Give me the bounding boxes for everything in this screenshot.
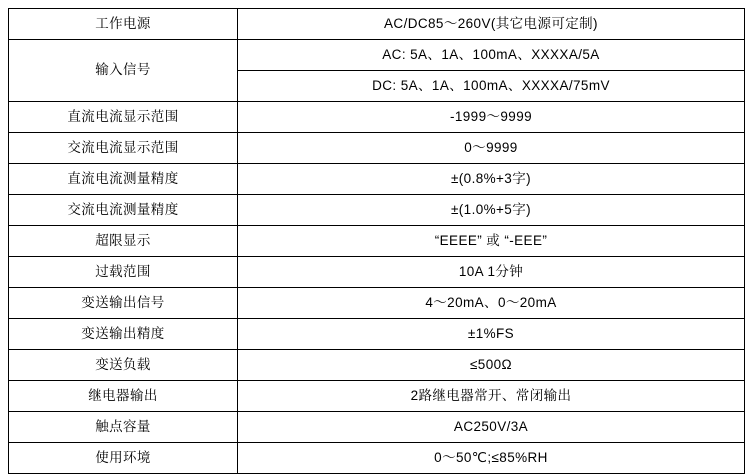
row-value: DC: 5A、1A、100mA、XXXXA/75mV: [238, 71, 745, 102]
row-label: 直流电流显示范围: [9, 102, 238, 133]
row-value: -1999～9999: [238, 102, 745, 133]
row-value: AC250V/3A: [238, 412, 745, 443]
table-row: [9, 288, 745, 319]
row-label: 直流电流测量精度: [9, 164, 238, 195]
specification-table: [8, 8, 745, 474]
table-row: [9, 133, 745, 164]
table-row: [9, 257, 745, 288]
row-label: 超限显示: [9, 226, 238, 257]
row-value: AC: 5A、1A、100mA、XXXXA/5A: [238, 40, 745, 71]
row-label: 过载范围: [9, 257, 238, 288]
table-row: [9, 102, 745, 133]
table-row: [9, 226, 745, 257]
table-row: [9, 412, 745, 443]
row-value: 0～50℃;≤85%RH: [238, 443, 745, 474]
row-label: 触点容量: [9, 412, 238, 443]
row-value: “EEEE” 或 “-EEE”: [238, 226, 745, 257]
table-row: [9, 9, 745, 40]
row-value: 4～20mA、0～20mA: [238, 288, 745, 319]
row-value: ±(1.0%+5字): [238, 195, 745, 226]
table-row: [9, 319, 745, 350]
table-row: [9, 381, 745, 412]
row-label: 变送负载: [9, 350, 238, 381]
row-label: 使用环境: [9, 443, 238, 474]
row-label: 输入信号: [9, 40, 238, 102]
row-value: 2路继电器常开、常闭输出: [238, 381, 745, 412]
row-label: 交流电流测量精度: [9, 195, 238, 226]
table-row: [9, 443, 745, 474]
table-row: [9, 164, 745, 195]
row-value: ≤500Ω: [238, 350, 745, 381]
row-label: 变送输出信号: [9, 288, 238, 319]
row-value: 10A 1分钟: [238, 257, 745, 288]
row-value: 0～9999: [238, 133, 745, 164]
table-row: [9, 40, 745, 71]
table-row: [9, 195, 745, 226]
row-label: 变送输出精度: [9, 319, 238, 350]
row-value: ±1%FS: [238, 319, 745, 350]
row-label: 继电器输出: [9, 381, 238, 412]
row-label: 交流电流显示范围: [9, 133, 238, 164]
row-label: 工作电源: [9, 9, 238, 40]
table-row: [9, 350, 745, 381]
row-value: ±(0.8%+3字): [238, 164, 745, 195]
row-value: AC/DC85～260V(其它电源可定制): [238, 9, 745, 40]
